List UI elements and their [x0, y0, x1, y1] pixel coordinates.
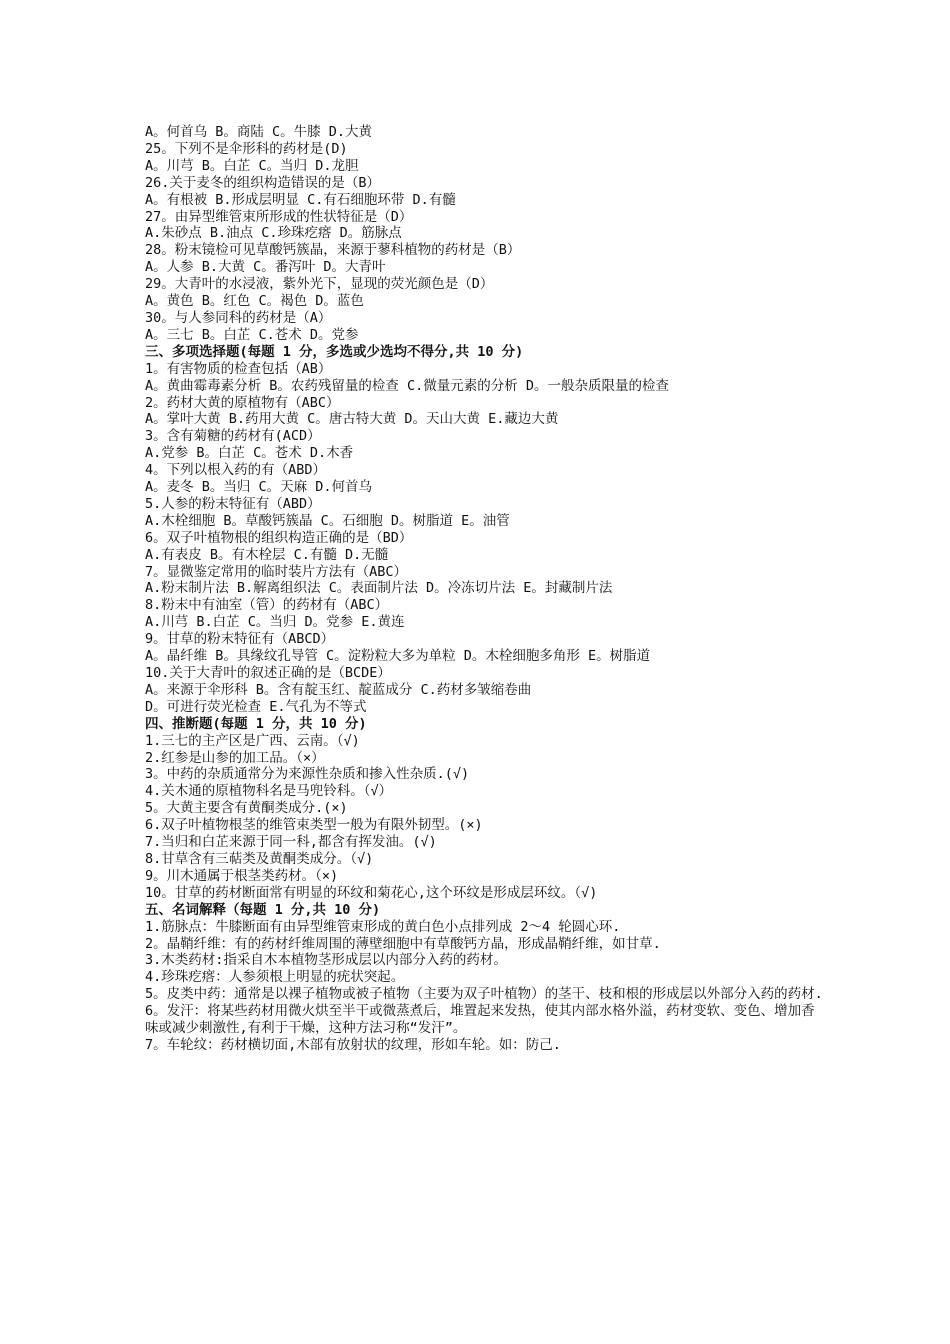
text-line: 10。甘草的药材断面常有明显的环纹和菊花心,这个环纹是形成层环纹。（√) — [145, 884, 598, 901]
text-line: A.粉末制片法 B.解离组织法 C。表面制片法 D。冷冻切片法 E。封藏制片法 — [145, 580, 613, 597]
text-line: 8.粉末中有油室（管）的药材有（ABC） — [145, 597, 389, 614]
text-line: 26.关于麦冬的组织构造错误的是（B） — [145, 174, 381, 191]
text-line: A。晶纤维 B。具缘纹孔导管 C。淀粉粒大多为单粒 D。木栓细胞多角形 E。树脂道 — [145, 648, 651, 665]
text-line: A。来源于伞形科 B。含有靛玉红、靛蓝成分 C.药材多皱缩卷曲 — [145, 681, 532, 698]
text-line: 5。大黄主要含有黄酮类成分.(×) — [145, 800, 348, 817]
text-line: 2.红参是山参的加工品。（×） — [145, 749, 325, 766]
text-line: A.川芎 B.白芷 C。当归 D。党参 E.黄连 — [145, 614, 405, 631]
text-line: A。何首乌 B。商陆 C。牛膝 D.大黄 — [145, 124, 373, 140]
text-line: A。掌叶大黄 B.药用大黄 C。唐古特大黄 D。天山大黄 E.藏边大黄 — [145, 411, 559, 428]
text-line: A.党参 B。白芷 C。苍术 D.木香 — [145, 445, 354, 462]
text-line: 3.木类药材:指采自木本植物茎形成层以内部分入药的药材。 — [145, 952, 507, 969]
text-line: 4.关木通的原植物科名是马兜铃科。（√） — [145, 783, 393, 800]
text-line: A.有表皮 B。有木栓层 C.有髓 D.无髓 — [145, 546, 389, 563]
text-line: A。黄色 B。红色 C。褐色 D。蓝色 — [145, 293, 364, 310]
text-line: 5。皮类中药：通常是以裸子植物或被子植物（主要为双子叶植物）的茎干、枝和根的形成层以外部分入药的药材. — [145, 986, 823, 1003]
text-line: 1.筋脉点：牛膝断面有由异型维管束形成的黄白色小点排列成 2～4 轮圆心环. — [145, 918, 621, 935]
text-line: 4.珍珠疙瘩：人参须根上明显的疣状突起。 — [145, 969, 405, 986]
text-line: 2。晶鞘纤维：有的药材纤维周围的薄壁细胞中有草酸钙方晶，形成晶鞘纤维，如甘草. — [145, 935, 661, 952]
text-line: 7.当归和白芷来源于同一科,都含有挥发油。(√) — [145, 834, 437, 851]
text-line: 5.人参的粉末特征有（ABD） — [145, 495, 321, 512]
text-line: 28。粉末镜检可见草酸钙簇晶，来源于蓼科植物的药材是（B） — [145, 242, 521, 259]
text-line: 27。由异型维管束所形成的性状特征是（D） — [145, 208, 413, 225]
text-line: 6。发汗：将某些药材用微火烘至半干或微蒸煮后，堆置起来发热，使其内部水格外溢，药材变软、变色、增加香味或减少刺激性,有利于干燥，这种方法习称“发汗”。 — [145, 1003, 815, 1037]
text-line: D。可进行荧光检查 E.气孔为不等式 — [145, 698, 367, 715]
text-line: 7。车轮纹：药材横切面,木部有放射状的纹理，形如车轮。如：防己. — [145, 1036, 561, 1053]
text-line: A.木栓细胞 B。草酸钙簇晶 C。石细胞 D。树脂道 E。油管 — [145, 512, 510, 529]
text-line: 6.双子叶植物根茎的维管束类型一般为有限外韧型。(×) — [145, 817, 483, 834]
text-line: 30。与人参同科的药材是（A） — [145, 309, 332, 326]
text-line: 4。下列以根入药的有（ABD） — [145, 462, 327, 479]
text-line: 10.关于大青叶的叙述正确的是（BCDE） — [145, 665, 391, 681]
text-line: A。三七 B。白芷 C.苍术 D。党参 — [145, 326, 359, 343]
text-line: A。有根被 B.形成层明显 C.有石细胞环带 D.有髓 — [145, 191, 456, 208]
text-line: 6。双子叶植物根的组织构造正确的是（BD） — [145, 529, 413, 546]
text-line: 2。药材大黄的原植物有（ABC） — [145, 394, 340, 411]
section-heading: 五、名词解释（每题 1 分,共 10 分) — [145, 901, 381, 918]
section-heading: 三、多项选择题(每题 1 分，多选或少选均不得分,共 10 分) — [145, 343, 524, 360]
section-heading: 四、推断题(每题 1 分，共 10 分) — [145, 715, 367, 732]
text-line: 9。川木通属于根茎类药材。（×) — [145, 867, 339, 884]
exam-document — [145, 124, 825, 1054]
text-line: A。麦冬 B。当归 C。天麻 D.何首乌 — [145, 479, 373, 496]
text-line: 29。大青叶的水浸液，紫外光下，显现的荧光颜色是（D） — [145, 276, 494, 293]
text-line: 9。甘草的粉末特征有（ABCD） — [145, 631, 335, 648]
text-line: 3。中药的杂质通常分为来源性杂质和掺入性杂质.(√) — [145, 766, 470, 783]
text-line: 7。显微鉴定常用的临时装片方法有（ABC） — [145, 563, 408, 580]
text-line: 3。含有菊糖的药材有(ACD） — [145, 428, 321, 445]
text-line: 25。下列不是伞形科的药材是(D) — [145, 140, 348, 157]
text-line: A.朱砂点 B.油点 C.珍珠疙瘩 D。筋脉点 — [145, 225, 402, 242]
text-line: A。川芎 B。白芷 C。当归 D.龙胆 — [145, 157, 359, 174]
text-line: 8.甘草含有三萜类及黄酮类成分。（√) — [145, 850, 374, 867]
text-line: A。人参 B.大黄 C。番泻叶 D。大青叶 — [145, 259, 386, 276]
text-line: A。黄曲霉毒素分析 B。农药残留量的检查 C.微量元素的分析 D。一般杂质限量的检查 — [145, 377, 670, 394]
text-line: 1。有害物质的检查包括（AB） — [145, 360, 332, 377]
text-line: 1.三七的主产区是广西、云南。（√) — [145, 732, 360, 749]
